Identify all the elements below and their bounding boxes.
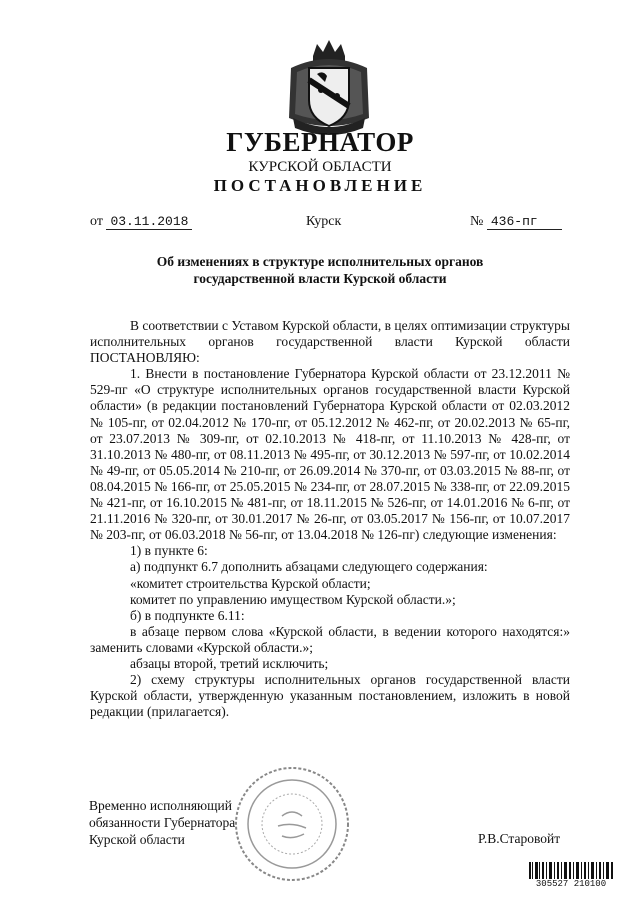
body-paragraph: а) подпункт 6.7 дополнить абзацами следующего содержания: [130,559,488,575]
body-paragraph: 2) схему структуры исполнительных органов государственной власти Курской области, утвержденную указанным постановлением, изложить в новой редакции (прилагается). [90,672,570,720]
body-paragraph: 1) в пункте 6: [130,543,208,559]
number-field [470,214,562,230]
date-field [90,214,192,230]
document-type: ПОСТАНОВЛЕНИЕ [213,176,427,195]
subject-line: Об изменениях в структуре исполнительных органов [156,254,484,269]
body-paragraph: абзацы второй, третий исключить; [130,655,329,671]
body-paragraph: «комитет строительства Курской области; [130,575,371,591]
city-name: Курск [306,214,342,229]
signatory-line: Временно исполняющий [89,798,232,813]
body-paragraph: в абзаце первом слова «Курской области, в ведении которого находятся:» заменить словами «Курской области.»; [90,623,570,655]
document-body [90,318,570,720]
signatory-title [89,797,235,848]
subject-line: государственной власти Курской области [193,271,447,286]
date-value: 03.11.2018 [106,214,192,230]
coat-of-arms-icon [283,38,375,138]
region-name: КУРСКОЙ ОБЛАСТИ [248,159,392,175]
number-prefix: № [470,214,484,229]
body-paragraph: 1. Внести в постановление Губернатора Курской области от 23.12.2011 № 529-пг «О структуре исполнительных органов государственной власти Курской области» (в редакции постановлений Губернатора Курской области от 02.03.2012 № 105-пг, от 02.04.2012 № 170-пг, от 05.12.2012 № 462-пг, от 20.02.2013 № 65-пг, от 23.07.2013 № 309-пг, от 02.10.2013 № 418-пг, от 11.10.2013 № 428-пг, от 31.10.2013 № 480-пг, от 08.11.2013 № 495-пг, от 30.12.2013 № 597-пг, от 10.02.2014 № 49-пг, от 05.05.2014 № 210-пг, от 26.09.2014 № 370-пг, от 03.03.2015 № 88-пг, от 08.04.2015 № 166-пг, от 25.05.2015 № 234-пг, от 28.07.2015 № 338-пг, от 22.09.2015 № 421-пг, от 16.10.2015 № 481-пг, от 18.11.2015 № 526-пг, от 14.01.2016 № 6-пг, от 21.11.2016 № 320-пг, от 30.01.2017 № 26-пг, от 03.05.2017 № 156-пг, от 10.07.2017 № 203-пг, от 06.03.2018 № 56-пг, от 13.04.2018 № 126-пг) следующие изменения: [90,366,570,543]
signatory-line: Курской области [89,832,185,847]
official-stamp-icon [232,764,352,884]
signatory-name: Р.В.Старовойт [478,831,561,846]
body-paragraph: комитет по управлению имуществом Курской области.»; [130,591,456,607]
document-subject [0,253,640,287]
document-title: ГУБЕРНАТОР [226,127,414,157]
signatory-line: обязанности Губернатора [89,815,236,830]
body-paragraph: б) в подпункте 6.11: [130,607,245,623]
date-prefix: от [90,214,103,229]
number-value: 436-пг [487,214,562,230]
barcode-number: 305527 210100 [528,879,614,889]
body-paragraph: В соответствии с Уставом Курской области, в целях оптимизации структуры исполнительных органов государственной власти Курской области ПОСТАНОВЛЯЮ: [90,318,570,366]
